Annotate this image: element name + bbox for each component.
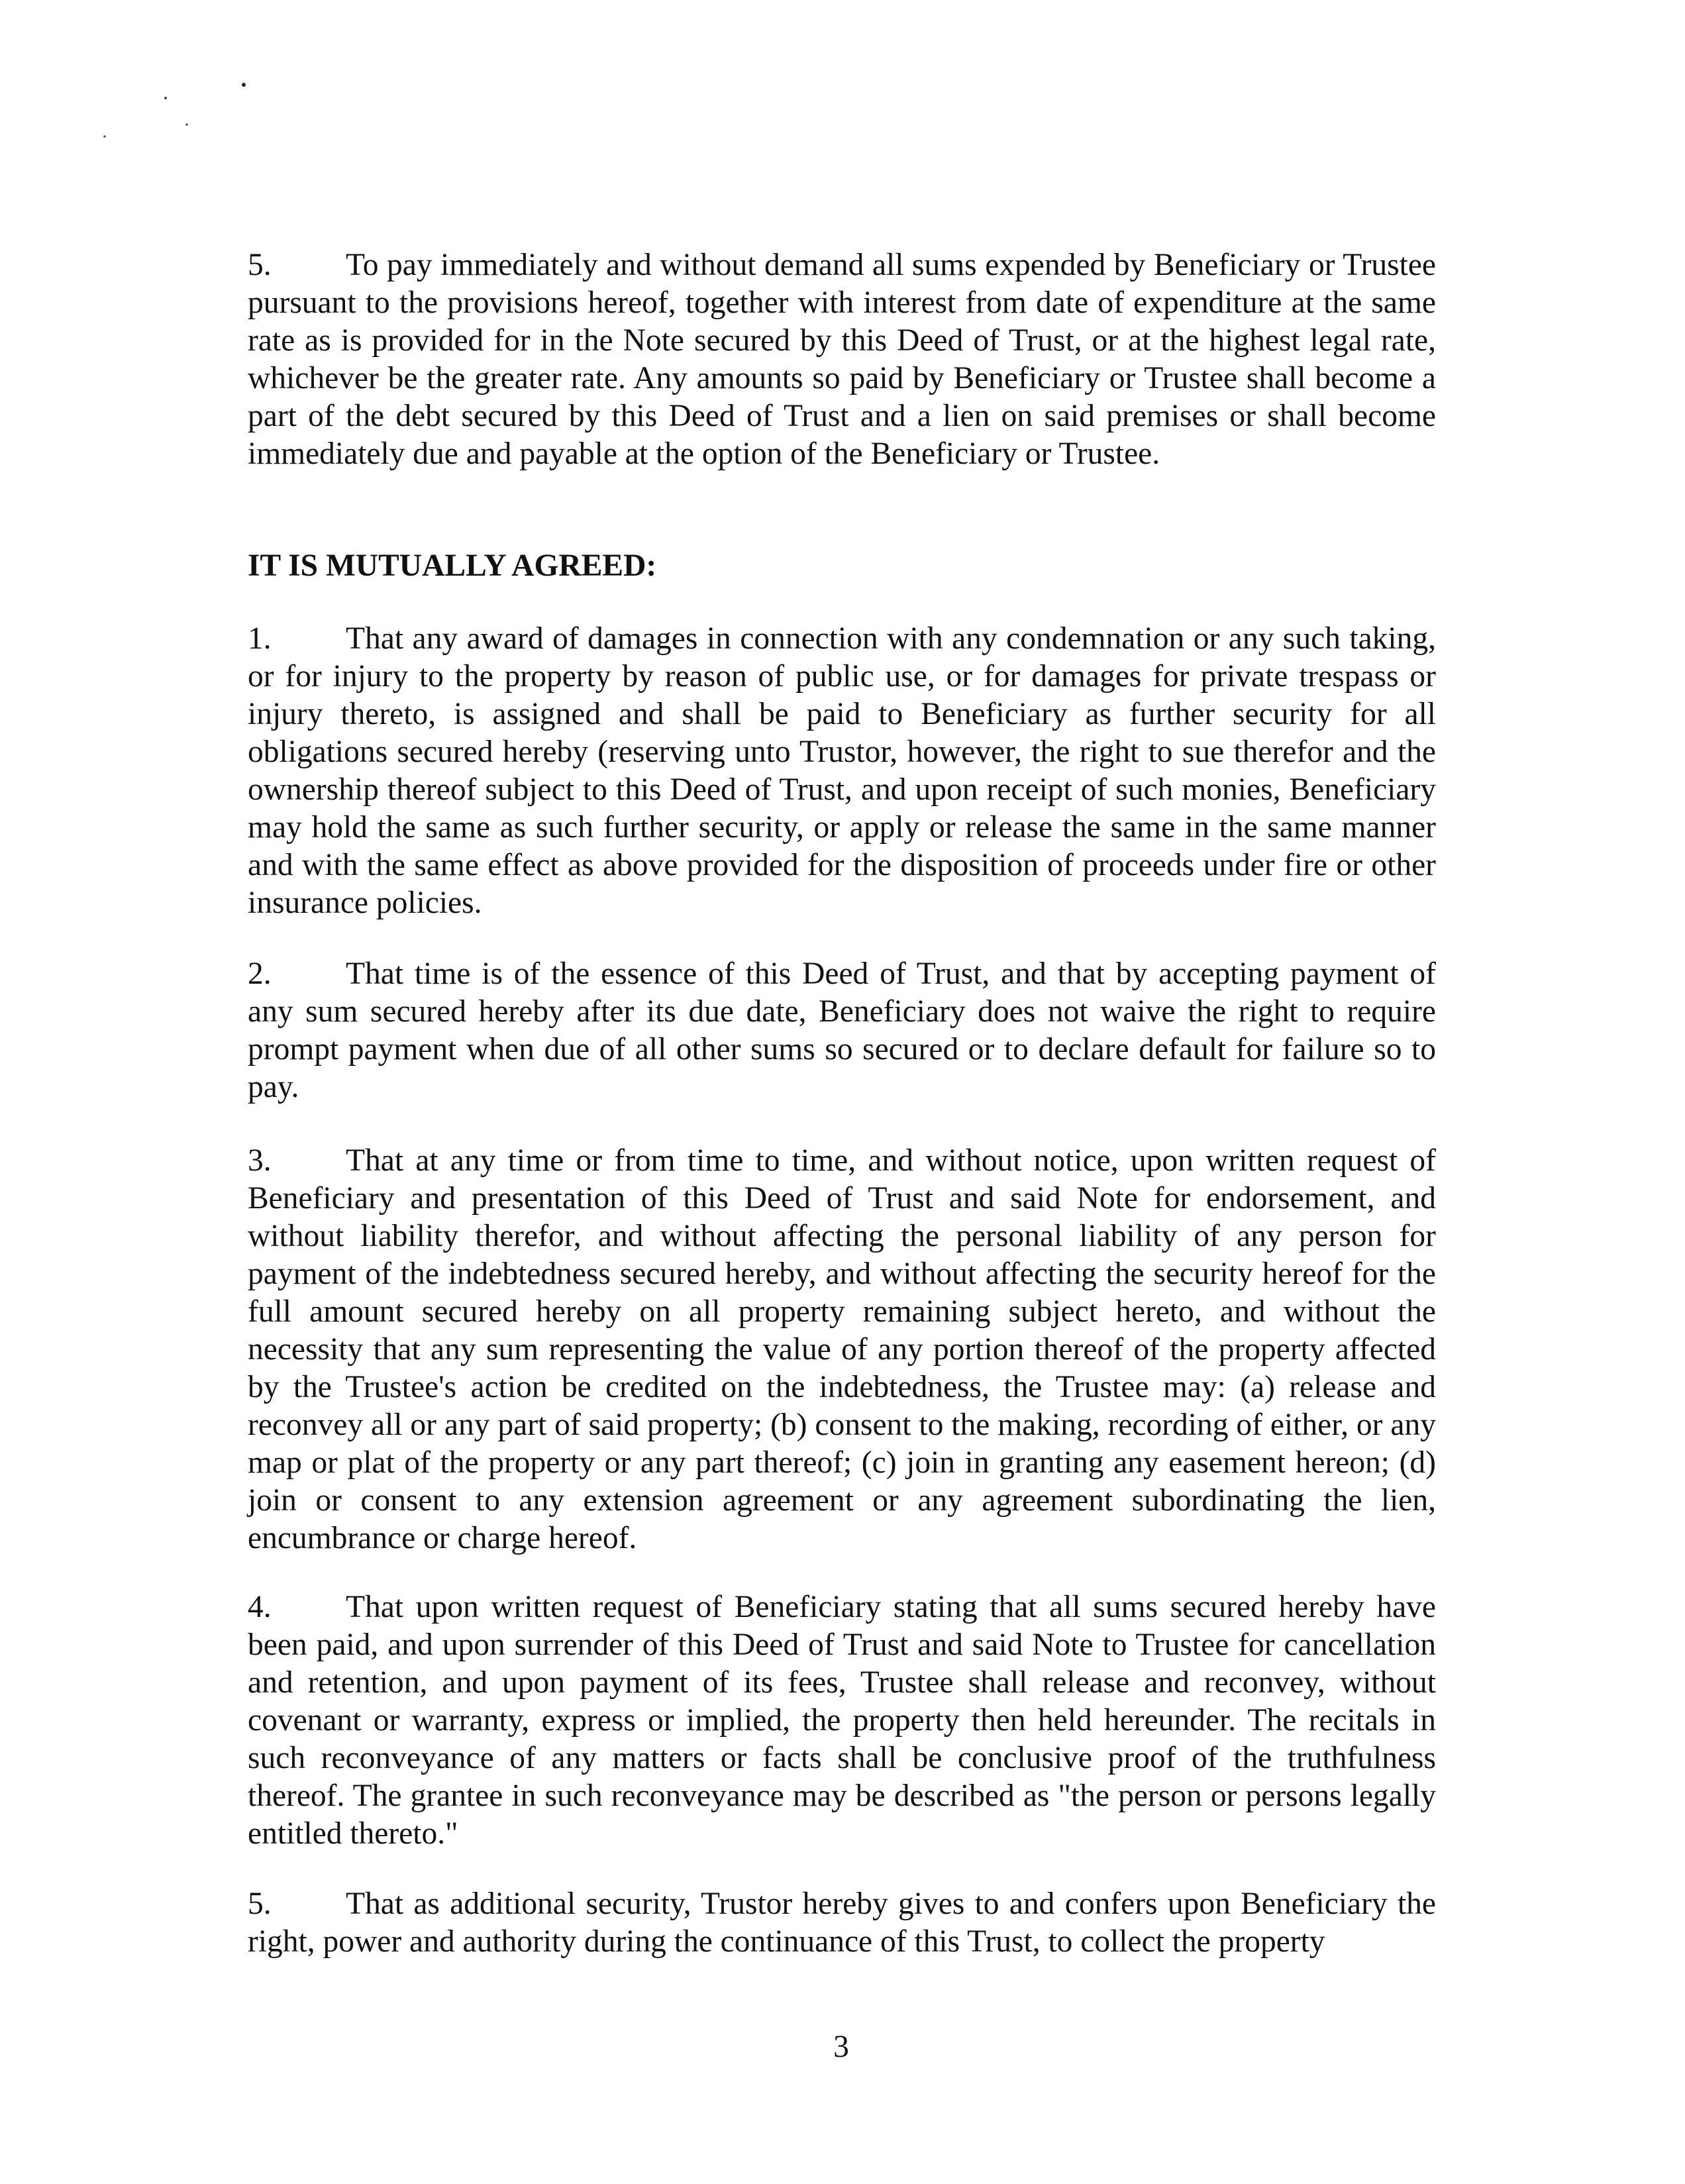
section-heading: IT IS MUTUALLY AGREED: xyxy=(248,548,657,583)
paragraph-number: 5. xyxy=(248,1887,272,1921)
paragraph-text: That at any time or from time to time, and without notice, upon written request of Beneficiary and presentation of this Deed of Trust and said Note for endorsement, and without liability therefor, and without affecting the personal liability of any person for payment of the indebtedness secured hereby, and without affecting the security hereof for the full amount secured hereby on all property remaining subject hereto, and without the necessity that any sum representing the value of any portion thereof of the property affected by the Trustee's action be credited on the indebtedness, the Trustee may: (a) release and reconvey all or any part of said property; (b) consent to the making, recording of either, or any map or plat of the property or any part thereof; (c) join in granting any easement hereon; (d) join or consent to any extension agreement or any agreement subordinating the lien, encumbrance or charge hereof. xyxy=(248,1143,1436,1555)
paragraph-number: 5. xyxy=(248,248,272,282)
agreed-paragraph-1 xyxy=(248,620,1436,922)
paragraph-number: 3. xyxy=(248,1143,272,1178)
paragraph-text: That upon written request of Beneficiary stating that all sums secured hereby have been paid, and upon surrender of this Deed of Trust and said Note to Trustee for cancellation and retention, and upon payment of its fees, Trustee shall release and reconvey, without covenant or warranty, express or implied, the property then held hereunder. The recitals in such reconveyance of any matters or facts shall be conclusive proof of the truthfulness thereof. The grantee in such reconveyance may be described as "the person or persons legally entitled thereto." xyxy=(248,1590,1436,1851)
agreed-paragraph-4 xyxy=(248,1588,1436,1853)
paragraph-number: 1. xyxy=(248,621,272,656)
scan-speck xyxy=(185,123,188,126)
paragraph-text: To pay immediately and without demand all sums expended by Beneficiary or Trustee pursuant to the provisions hereof, together with interest from date of expenditure at the same rate as is provided for in the Note secured by this Deed of Trust, or at the highest legal rate, whichever be the greater rate. Any amounts so paid by Beneficiary or Trustee shall become a part of the debt secured by this Deed of Trust and a lien on said premises or shall become immediately due and payable at the option of the Beneficiary or Trustee. xyxy=(248,248,1436,471)
agreed-paragraph-3 xyxy=(248,1142,1436,1557)
scan-specks xyxy=(0,0,265,159)
scan-speck xyxy=(242,83,246,87)
agreed-paragraph-2 xyxy=(248,955,1436,1106)
agreed-paragraph-5 xyxy=(248,1885,1436,1961)
paragraph-number: 2. xyxy=(248,957,272,991)
paragraph-text: That any award of damages in connection with any condemnation or any such taking, or for injury to the property by reason of public use, or for damages for private trespass or injury thereto, is assigned and shall be paid to Beneficiary as further security for all obligations secured hereby (reserving unto Trustor, however, the right to sue therefor and the ownership thereof subject to this Deed of Trust, and upon receipt of such monies, Beneficiary may hold the same as such further security, or apply or release the same in the same manner and with the same effect as above provided for the disposition of proceeds under fire or other insurance policies. xyxy=(248,621,1436,920)
paragraph-number: 4. xyxy=(248,1590,272,1624)
paragraph-5-pay-sums xyxy=(248,246,1436,473)
scan-speck xyxy=(164,97,167,99)
paragraph-text: That as additional security, Trustor hereby gives to and confers upon Beneficiary the right, power and authority during the continuance of this Trust, to collect the property xyxy=(248,1887,1436,1959)
page-number: 3 xyxy=(833,2030,849,2064)
scan-speck xyxy=(103,135,106,138)
paragraph-text: That time is of the essence of this Deed of Trust, and that by accepting payment of any sum secured hereby after its due date, Beneficiary does not waive the right to require prompt payment when due of all other sums so secured or to declare default for failure so to pay. xyxy=(248,957,1436,1104)
